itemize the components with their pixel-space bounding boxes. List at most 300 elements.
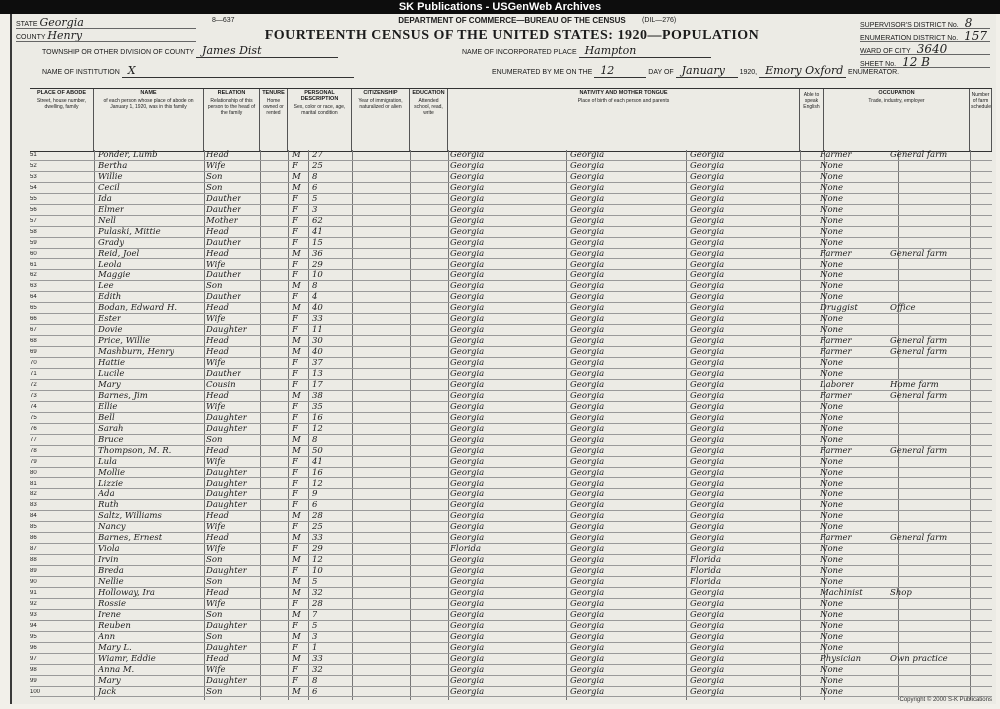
birthplace: Georgia: [450, 248, 485, 259]
col-abode: PLACE OF ABODE Street, house number, dwelling, family: [30, 89, 94, 151]
sex: M: [292, 588, 301, 598]
father-birthplace: Georgia: [570, 489, 605, 500]
occupation: None: [820, 664, 844, 675]
table-row: [30, 632, 992, 643]
line-number: 91: [30, 590, 37, 596]
person-name: Nellie: [98, 577, 124, 588]
relation: Head: [206, 445, 229, 456]
census-grid: [30, 150, 992, 700]
table-row: [30, 457, 992, 468]
birthplace: Georgia: [450, 566, 485, 577]
table-row: [30, 676, 992, 687]
age: 38: [312, 390, 323, 401]
table-row: [30, 238, 992, 249]
person-name: Irvin: [98, 555, 119, 566]
birthplace: Georgia: [450, 434, 485, 445]
sex: F: [292, 160, 298, 171]
sex: F: [292, 292, 298, 303]
father-birthplace: Georgia: [570, 369, 605, 379]
relation: Wife: [206, 259, 226, 270]
relation: Head: [206, 150, 229, 160]
father-birthplace: Georgia: [570, 445, 605, 456]
table-row: [30, 566, 992, 577]
mother-birthplace: Georgia: [690, 270, 725, 281]
line-number: 92: [30, 600, 37, 607]
column-headers: [30, 88, 992, 152]
person-name: Sarah: [98, 423, 124, 434]
industry: Own practice: [890, 653, 948, 664]
relation: Head: [206, 336, 229, 347]
sex: F: [292, 522, 298, 533]
person-name: Nancy: [98, 522, 126, 533]
father-birthplace: Georgia: [570, 675, 605, 686]
mother-birthplace: Georgia: [690, 588, 725, 598]
person-name: Ida: [98, 193, 112, 204]
person-name: Cecil: [98, 182, 120, 193]
occupation: Farmer: [820, 347, 852, 358]
line-number: 87: [30, 546, 37, 553]
relation: Daughter: [206, 467, 247, 478]
age: 27: [312, 150, 323, 160]
mother-birthplace: Georgia: [690, 631, 725, 642]
relation: Dauther: [206, 204, 242, 215]
birthplace: Georgia: [450, 204, 485, 215]
birthplace: Georgia: [450, 653, 485, 664]
county-division-value: James Dist: [196, 44, 338, 58]
occupation: Physician: [820, 653, 862, 664]
birthplace: Georgia: [450, 577, 485, 588]
relation: Daughter: [206, 478, 247, 489]
mother-birthplace: Georgia: [690, 259, 725, 270]
father-birthplace: Georgia: [570, 150, 605, 160]
sex: F: [292, 642, 298, 653]
table-row: [30, 533, 992, 544]
line-number: 56: [30, 206, 37, 213]
age: 1: [312, 642, 318, 653]
birthplace: Georgia: [450, 489, 485, 500]
mother-birthplace: Georgia: [690, 653, 725, 664]
table-row: [30, 654, 992, 665]
relation: Wife: [206, 598, 226, 609]
age: 10: [312, 566, 323, 577]
birthplace: Georgia: [450, 500, 485, 511]
col-relation: RELATION Relationship of this person to the head of the family: [204, 89, 260, 151]
person-name: Hattie: [98, 358, 126, 369]
relation: Wife: [206, 664, 226, 675]
table-row: [30, 687, 992, 698]
relation: Head: [206, 533, 229, 544]
age: 29: [312, 544, 323, 555]
age: 12: [312, 478, 323, 489]
relation: Daughter: [206, 325, 247, 336]
mother-birthplace: Georgia: [690, 467, 725, 478]
relation: Head: [206, 588, 229, 598]
mother-birthplace: Florida: [690, 566, 722, 577]
mother-birthplace: Georgia: [690, 522, 725, 533]
age: 4: [312, 292, 318, 303]
relation: Dauther: [206, 369, 242, 379]
col-english: Able to speak English: [800, 89, 824, 151]
place-value: Hampton: [579, 44, 711, 58]
table-row: [30, 347, 992, 358]
father-birthplace: Georgia: [570, 566, 605, 577]
father-birthplace: Georgia: [570, 215, 605, 226]
sex: F: [292, 215, 298, 226]
line-number: 82: [30, 491, 37, 498]
age: 3: [312, 631, 318, 642]
occupation: Machinist: [820, 588, 863, 598]
occupation: None: [820, 631, 844, 642]
industry: Office: [890, 303, 916, 314]
occupation: None: [820, 226, 844, 237]
birthplace: Georgia: [450, 642, 485, 653]
sex: M: [292, 555, 301, 566]
person-name: Price, Willie: [98, 336, 151, 347]
father-birthplace: Georgia: [570, 500, 605, 511]
father-birthplace: Georgia: [570, 259, 605, 270]
occupation: None: [820, 358, 844, 369]
father-birthplace: Georgia: [570, 511, 605, 522]
relation: Wife: [206, 544, 226, 555]
sex: F: [292, 325, 298, 336]
mother-birthplace: Florida: [690, 577, 722, 588]
occupation: None: [820, 511, 844, 522]
relation: Mother: [206, 215, 238, 226]
industry: General farm: [890, 248, 948, 259]
industry: General farm: [890, 336, 948, 347]
birthplace: Georgia: [450, 281, 485, 292]
occupation: None: [820, 620, 844, 631]
industry: General farm: [890, 390, 948, 401]
relation: Son: [206, 555, 223, 566]
father-birthplace: Georgia: [570, 577, 605, 588]
age: 25: [312, 160, 323, 171]
table-row: [30, 194, 992, 205]
mother-birthplace: Georgia: [690, 544, 725, 555]
relation: Cousin: [206, 379, 236, 390]
relation: Daughter: [206, 500, 247, 511]
sheet-number: SHEET No. 12 B: [860, 55, 990, 68]
col-education: EDUCATION Attended school, read, write: [410, 89, 448, 151]
father-birthplace: Georgia: [570, 434, 605, 445]
table-row: [30, 183, 992, 194]
birthplace: Georgia: [450, 423, 485, 434]
father-birthplace: Georgia: [570, 226, 605, 237]
person-name: Ruth: [98, 500, 119, 511]
person-name: Wiamr, Eddie: [98, 653, 156, 664]
mother-birthplace: Georgia: [690, 281, 725, 292]
relation: Daughter: [206, 675, 247, 686]
line-number: 80: [30, 469, 37, 476]
relation: Wife: [206, 314, 226, 325]
person-name: Lee: [98, 281, 114, 292]
age: 13: [312, 369, 323, 379]
occupation: None: [820, 369, 844, 379]
industry: General farm: [890, 150, 948, 160]
person-name: Dovie: [98, 325, 123, 336]
person-name: Barnes, Jim: [98, 390, 148, 401]
person-name: Ellie: [98, 401, 118, 412]
occupation: None: [820, 598, 844, 609]
occupation: None: [820, 500, 844, 511]
sex: M: [292, 248, 301, 259]
person-name: Ada: [98, 489, 115, 500]
occupation: None: [820, 675, 844, 686]
person-name: Ester: [98, 314, 122, 325]
age: 41: [312, 226, 323, 237]
mother-birthplace: Georgia: [690, 412, 725, 423]
mother-birthplace: Georgia: [690, 358, 725, 369]
person-name: Nell: [98, 215, 116, 226]
birthplace: Georgia: [450, 620, 485, 631]
father-birthplace: Georgia: [570, 533, 605, 544]
father-birthplace: Georgia: [570, 588, 605, 598]
father-birthplace: Georgia: [570, 193, 605, 204]
col-personal: PERSONAL DESCRIPTION Sex, color or race, age, marital condition: [288, 89, 352, 151]
sex: F: [292, 566, 298, 577]
person-name: Reuben: [98, 620, 131, 631]
occupation: Laborer: [820, 379, 855, 390]
relation: Head: [206, 303, 229, 314]
department-title: DEPARTMENT OF COMMERCE—BUREAU OF THE CENSUS: [398, 16, 626, 25]
father-birthplace: Georgia: [570, 423, 605, 434]
relation: Son: [206, 171, 223, 182]
age: 28: [312, 511, 323, 522]
sex: F: [292, 314, 298, 325]
father-birthplace: Georgia: [570, 478, 605, 489]
birthplace: Georgia: [450, 675, 485, 686]
occupation: None: [820, 478, 844, 489]
occupation: Farmer: [820, 390, 852, 401]
sex: F: [292, 598, 298, 609]
mother-birthplace: Georgia: [690, 620, 725, 631]
father-birthplace: Georgia: [570, 281, 605, 292]
mother-birthplace: Georgia: [690, 533, 725, 544]
line-number: 81: [30, 480, 37, 487]
birthplace: Georgia: [450, 182, 485, 193]
relation: Wife: [206, 522, 226, 533]
person-name: Breda: [98, 566, 124, 577]
age: 17: [312, 379, 323, 390]
col-occupation: OCCUPATION Trade, industry, employer: [824, 89, 970, 151]
table-row: [30, 402, 992, 413]
occupation: None: [820, 193, 844, 204]
person-name: Bertha: [98, 160, 128, 171]
sex: F: [292, 620, 298, 631]
age: 11: [312, 325, 323, 336]
birthplace: Georgia: [450, 522, 485, 533]
occupation: None: [820, 215, 844, 226]
line-number: 78: [30, 447, 37, 454]
line-number: 88: [30, 557, 37, 564]
father-birthplace: Georgia: [570, 325, 605, 336]
person-name: Anna M.: [98, 664, 135, 675]
age: 8: [312, 675, 318, 686]
occupation: None: [820, 270, 844, 281]
mother-birthplace: Georgia: [690, 226, 725, 237]
table-row: [30, 489, 992, 500]
father-birthplace: Georgia: [570, 390, 605, 401]
table-row: [30, 380, 992, 391]
person-name: Mollie: [98, 467, 126, 478]
person-name: Irene: [98, 609, 121, 620]
line-number: 99: [30, 677, 37, 684]
sex: M: [292, 150, 301, 160]
person-name: Lizzie: [98, 478, 124, 489]
birthplace: Georgia: [450, 467, 485, 478]
mother-birthplace: Georgia: [690, 478, 725, 489]
age: 29: [312, 259, 323, 270]
occupation: None: [820, 423, 844, 434]
enumerated-line: ENUMERATED BY ME ON THE 12 DAY OF January 1920, Emory Oxford ENUMERATOR.: [492, 64, 900, 77]
birthplace: Georgia: [450, 664, 485, 675]
age: 6: [312, 686, 318, 697]
line-number: 52: [30, 162, 37, 169]
archive-banner: SK Publications - USGenWeb Archives: [0, 0, 1000, 14]
relation: Wife: [206, 160, 226, 171]
occupation: None: [820, 522, 844, 533]
table-row: [30, 621, 992, 632]
mother-birthplace: Florida: [690, 555, 722, 566]
father-birthplace: Georgia: [570, 412, 605, 423]
age: 40: [312, 347, 323, 358]
relation: Son: [206, 434, 223, 445]
table-row: [30, 303, 992, 314]
mother-birthplace: Georgia: [690, 347, 725, 358]
line-number: 71: [30, 371, 37, 377]
table-row: [30, 150, 992, 161]
birthplace: Georgia: [450, 445, 485, 456]
person-name: Jack: [98, 686, 117, 697]
birthplace: Georgia: [450, 171, 485, 182]
age: 32: [312, 588, 323, 598]
table-row: [30, 511, 992, 522]
table-row: [30, 249, 992, 260]
father-birthplace: Georgia: [570, 653, 605, 664]
mother-birthplace: Georgia: [690, 215, 725, 226]
occupation: None: [820, 171, 844, 182]
relation: Dauther: [206, 270, 242, 281]
birthplace: Georgia: [450, 226, 485, 237]
table-row: [30, 216, 992, 227]
age: 25: [312, 522, 323, 533]
table-row: [30, 413, 992, 424]
table-row: [30, 325, 992, 336]
industry: Home farm: [890, 379, 939, 390]
line-number: 63: [30, 283, 37, 290]
sex: M: [292, 303, 301, 314]
sex: F: [292, 259, 298, 270]
sex: F: [292, 664, 298, 675]
occupation: None: [820, 467, 844, 478]
table-row: [30, 610, 992, 621]
person-name: Maggie: [98, 270, 131, 281]
industry: General farm: [890, 533, 948, 544]
birthplace: Georgia: [450, 533, 485, 544]
father-birthplace: Georgia: [570, 237, 605, 248]
sex: M: [292, 631, 301, 642]
age: 12: [312, 423, 323, 434]
birthplace: Georgia: [450, 588, 485, 598]
line-number: 61: [30, 261, 37, 268]
age: 9: [312, 489, 318, 500]
mother-birthplace: Georgia: [690, 237, 725, 248]
father-birthplace: Georgia: [570, 303, 605, 314]
birthplace: Georgia: [450, 598, 485, 609]
occupation: Farmer: [820, 150, 852, 160]
father-birthplace: Georgia: [570, 171, 605, 182]
table-row: [30, 500, 992, 511]
mother-birthplace: Georgia: [690, 686, 725, 697]
sex: F: [292, 423, 298, 434]
line-number: 69: [30, 349, 37, 356]
table-row: [30, 435, 992, 446]
occupation: None: [820, 489, 844, 500]
occupation: None: [820, 642, 844, 653]
sex: M: [292, 577, 301, 588]
table-row: [30, 205, 992, 216]
relation: Wife: [206, 358, 226, 369]
mother-birthplace: Georgia: [690, 248, 725, 259]
person-name: Mary: [98, 379, 121, 390]
enumeration-district: ENUMERATION DISTRICT No. 157: [860, 29, 990, 42]
birthplace: Georgia: [450, 412, 485, 423]
father-birthplace: Georgia: [570, 456, 605, 467]
line-number: 58: [30, 228, 37, 235]
father-birthplace: Georgia: [570, 379, 605, 390]
age: 16: [312, 412, 323, 423]
person-name: Bruce: [98, 434, 124, 445]
enumerator-name: Emory Oxford: [759, 64, 846, 78]
age: 8: [312, 281, 318, 292]
father-birthplace: Georgia: [570, 664, 605, 675]
mother-birthplace: Georgia: [690, 292, 725, 303]
relation: Daughter: [206, 412, 247, 423]
supervisor-district: SUPERVISOR'S DISTRICT No. 8: [860, 16, 990, 29]
father-birthplace: Georgia: [570, 544, 605, 555]
table-row: [30, 270, 992, 281]
person-name: Reid, Joel: [98, 248, 140, 259]
county-row: COUNTY Henry: [16, 29, 196, 42]
mother-birthplace: Georgia: [690, 150, 725, 160]
relation: Daughter: [206, 566, 247, 577]
line-number: 98: [30, 666, 37, 673]
col-name: NAME of each person whose place of abode on January 1, 1920, was in this family: [94, 89, 204, 151]
line-number: 67: [30, 327, 37, 334]
line-number: 85: [30, 524, 37, 531]
line-number: 68: [30, 338, 37, 345]
sex: M: [292, 609, 301, 620]
age: 8: [312, 171, 318, 182]
person-name: Thompson, M. R.: [98, 445, 172, 456]
table-row: [30, 544, 992, 555]
sex: F: [292, 467, 298, 478]
person-name: Bell: [98, 412, 115, 423]
line-number: 72: [30, 381, 37, 388]
mother-birthplace: Georgia: [690, 369, 725, 379]
mother-birthplace: Georgia: [690, 193, 725, 204]
birthplace: Georgia: [450, 358, 485, 369]
col-farm: Number of farm schedule: [970, 89, 992, 151]
father-birthplace: Georgia: [570, 182, 605, 193]
age: 16: [312, 467, 323, 478]
mother-birthplace: Georgia: [690, 303, 725, 314]
birthplace: Georgia: [450, 456, 485, 467]
line-number: 62: [30, 272, 37, 279]
institution-line: NAME OF INSTITUTION X: [42, 64, 354, 78]
father-birthplace: Georgia: [570, 314, 605, 325]
occupation: Farmer: [820, 445, 852, 456]
